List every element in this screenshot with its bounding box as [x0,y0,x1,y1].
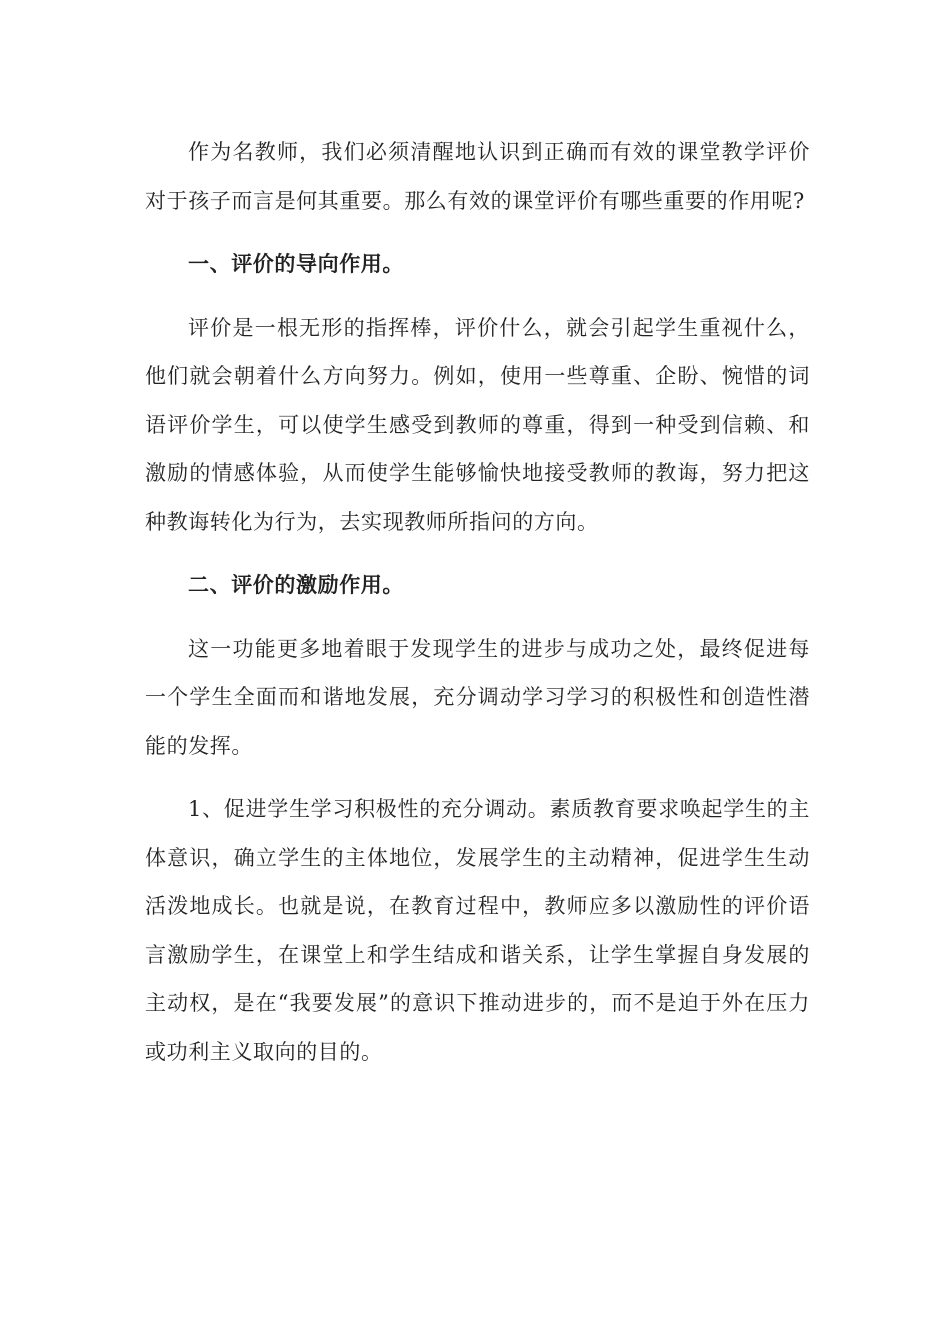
section-heading-guidance: 一、评价的导向作用。 [188,251,404,276]
paragraph-point-1: 1、促进学生学习积极性的充分调动。素质教育要求唤起学生的主体意识，确立学生的主体地位，发展学生的主动精神，促进学生生动活泼地成长。也就是说，在教育过程中，教师应多以激励性的评价语言激励学生，在课堂上和学生结成和谐关系，让学生掌握自身发展的主动权，是在“我要发展”的意识下推动进步的，而不是迫于外在压力或功利主义取向的目的。 [145,797,810,1064]
paragraph-guidance: 评价是一根无形的指挥棒，评价什么，就会引起学生重视什么，他们就会朝着什么方向努力。例如，使用一些尊重、企盼、惋惜的词语评价学生，可以使学生感受到教师的尊重，得到一种受到信赖、和激励的情感体验，从而使学生能够愉快地接受教师的教诲，努力把这种教诲转化为行为，去实现教师所指问的方向。 [145,315,810,534]
document-body [145,128,810,1076]
paragraph-intro: 作为名教师，我们必须清醒地认识到正确而有效的课堂教学评价对于孩子而言是何其重要。那么有效的课堂评价有哪些重要的作用呢? [145,140,810,213]
section-heading-motivation: 二、评价的激励作用。 [188,572,404,597]
paragraph-motivation: 这一功能更多地着眼于发现学生的进步与成功之处，最终促进每一个学生全面而和谐地发展，充分调动学习学习的积极性和创造性潜能的发挥。 [145,636,810,758]
